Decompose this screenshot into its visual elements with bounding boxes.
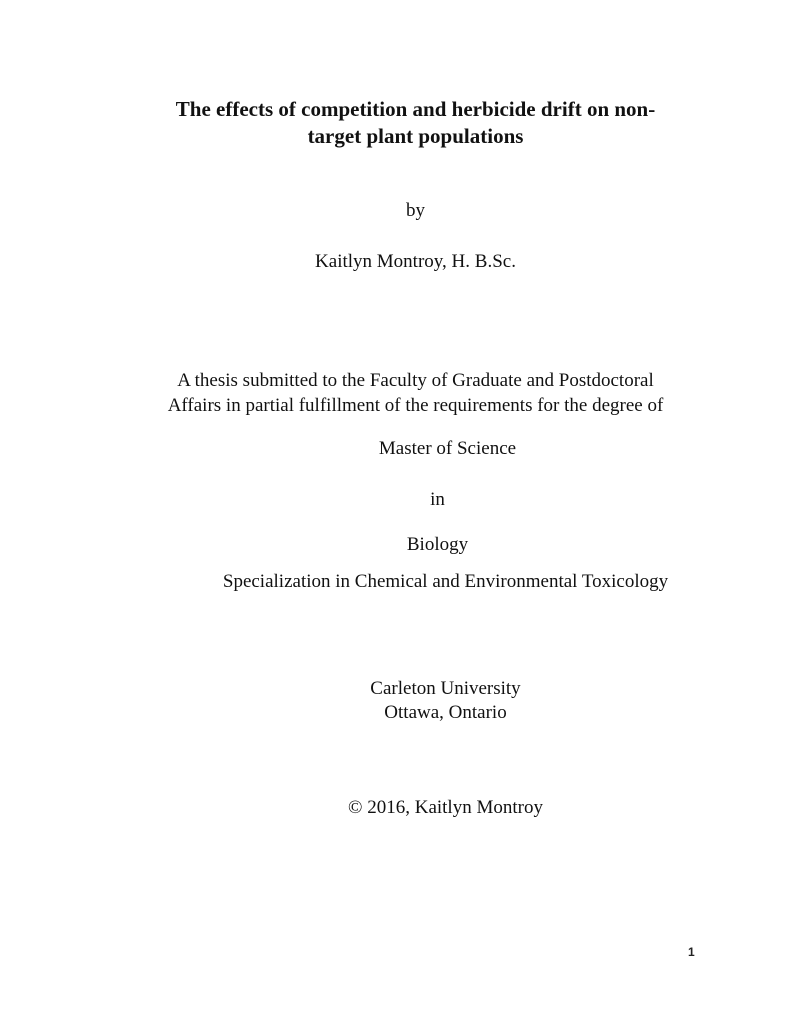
degree-name: Master of Science [378, 438, 517, 459]
in-label: in [430, 489, 445, 510]
submission-statement-line-1: A thesis submitted to the Faculty of Graduate and Postdoctoral [177, 370, 654, 391]
thesis-title-line-2: target plant populations [307, 124, 524, 148]
copyright-notice: © 2016, Kaitlyn Montroy [348, 797, 543, 818]
university-name: Carleton University [370, 678, 521, 699]
specialization: Specialization in Chemical and Environmental Toxicology [222, 571, 669, 592]
by-label: by [406, 200, 425, 221]
author-name: Kaitlyn Montroy, H. B.Sc. [315, 251, 516, 272]
field-of-study: Biology [406, 534, 469, 555]
thesis-title-line-1: The effects of competition and herbicide drift on non- [175, 97, 656, 121]
university-location: Ottawa, Ontario [384, 702, 507, 723]
page-number: 1 [688, 945, 695, 959]
submission-statement-line-2: Affairs in partial fulfillment of the requirements for the degree of [167, 395, 664, 416]
